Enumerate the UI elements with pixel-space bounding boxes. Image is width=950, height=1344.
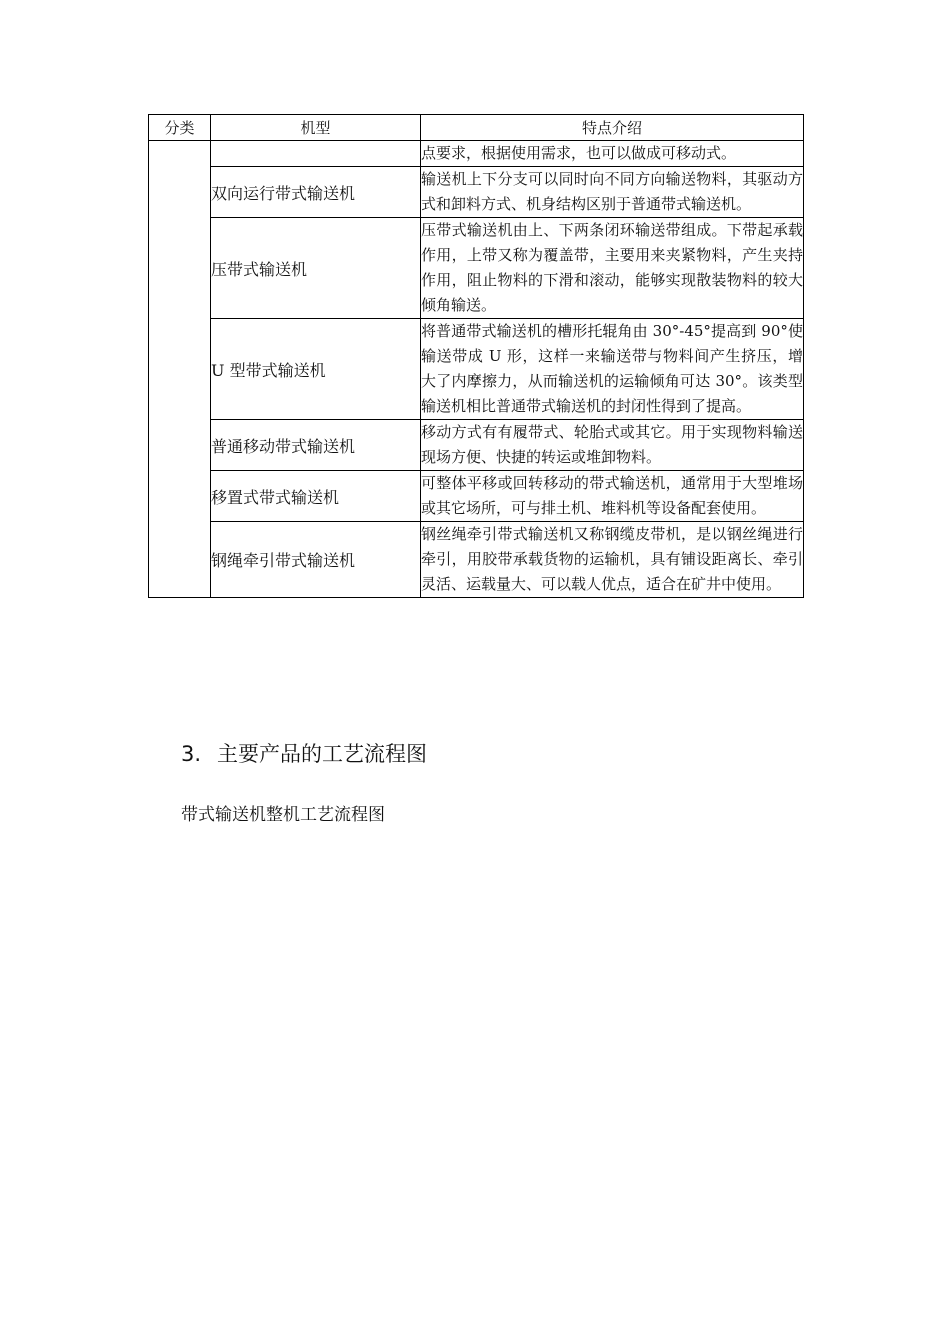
model-cell	[211, 141, 421, 167]
feature-cell: 钢丝绳牵引带式输送机又称钢缆皮带机，是以钢丝绳进行牵引，用胶带承载货物的运输机，具有铺设距离长、牵引灵活、运载量大、可以载人优点，适合在矿井中使用。	[421, 522, 804, 598]
model-cell: 钢绳牵引带式输送机	[211, 522, 421, 598]
feature-cell: 输送机上下分支可以同时向不同方向输送物料，其驱动方式和卸料方式、机身结构区别于普通带式输送机。	[421, 167, 804, 218]
table-row	[149, 141, 804, 167]
header-category: 分类	[149, 115, 211, 141]
feature-cell: 点要求，根据使用需求，也可以做成可移动式。	[421, 141, 804, 167]
model-cell: 普通移动带式输送机	[211, 420, 421, 471]
feature-cell: 压带式输送机由上、下两条闭环输送带组成。下带起承载作用，上带又称为覆盖带，主要用来夹紧物料，产生夹持作用，阻止物料的下滑和滚动，能够实现散装物料的较大倾角输送。	[421, 218, 804, 319]
section-number: 3.	[181, 742, 202, 766]
section-title: 主要产品的工艺流程图	[217, 742, 428, 766]
model-cell: 双向运行带式输送机	[211, 167, 421, 218]
section-subheading: 带式输送机整机工艺流程图	[181, 805, 385, 825]
header-features: 特点介绍	[421, 115, 804, 141]
table-row	[149, 218, 804, 319]
model-cell: 压带式输送机	[211, 218, 421, 319]
table-row	[149, 167, 804, 218]
table-row	[149, 471, 804, 522]
table-header-row	[149, 115, 804, 141]
model-cell: 移置式带式输送机	[211, 471, 421, 522]
table-row	[149, 420, 804, 471]
table-row	[149, 522, 804, 598]
model-cell: U 型带式输送机	[211, 319, 421, 420]
table-row	[149, 319, 804, 420]
header-model: 机型	[211, 115, 421, 141]
conveyor-types-table	[148, 114, 804, 598]
feature-cell: 可整体平移或回转移动的带式输送机，通常用于大型堆场或其它场所，可与排土机、堆料机等设备配套使用。	[421, 471, 804, 522]
category-cell	[149, 141, 211, 598]
section-heading	[181, 738, 427, 768]
feature-cell: 将普通带式输送机的槽形托辊角由 30°-45°提高到 90°使输送带成 U 形，这样一来输送带与物料间产生挤压，增大了内摩擦力，从而输送机的运输倾角可达 30°。该类型输送机相比普通带式输送机的封闭性得到了提高。	[421, 319, 804, 420]
feature-cell: 移动方式有有履带式、轮胎式或其它。用于实现物料输送现场方便、快捷的转运或堆卸物料。	[421, 420, 804, 471]
